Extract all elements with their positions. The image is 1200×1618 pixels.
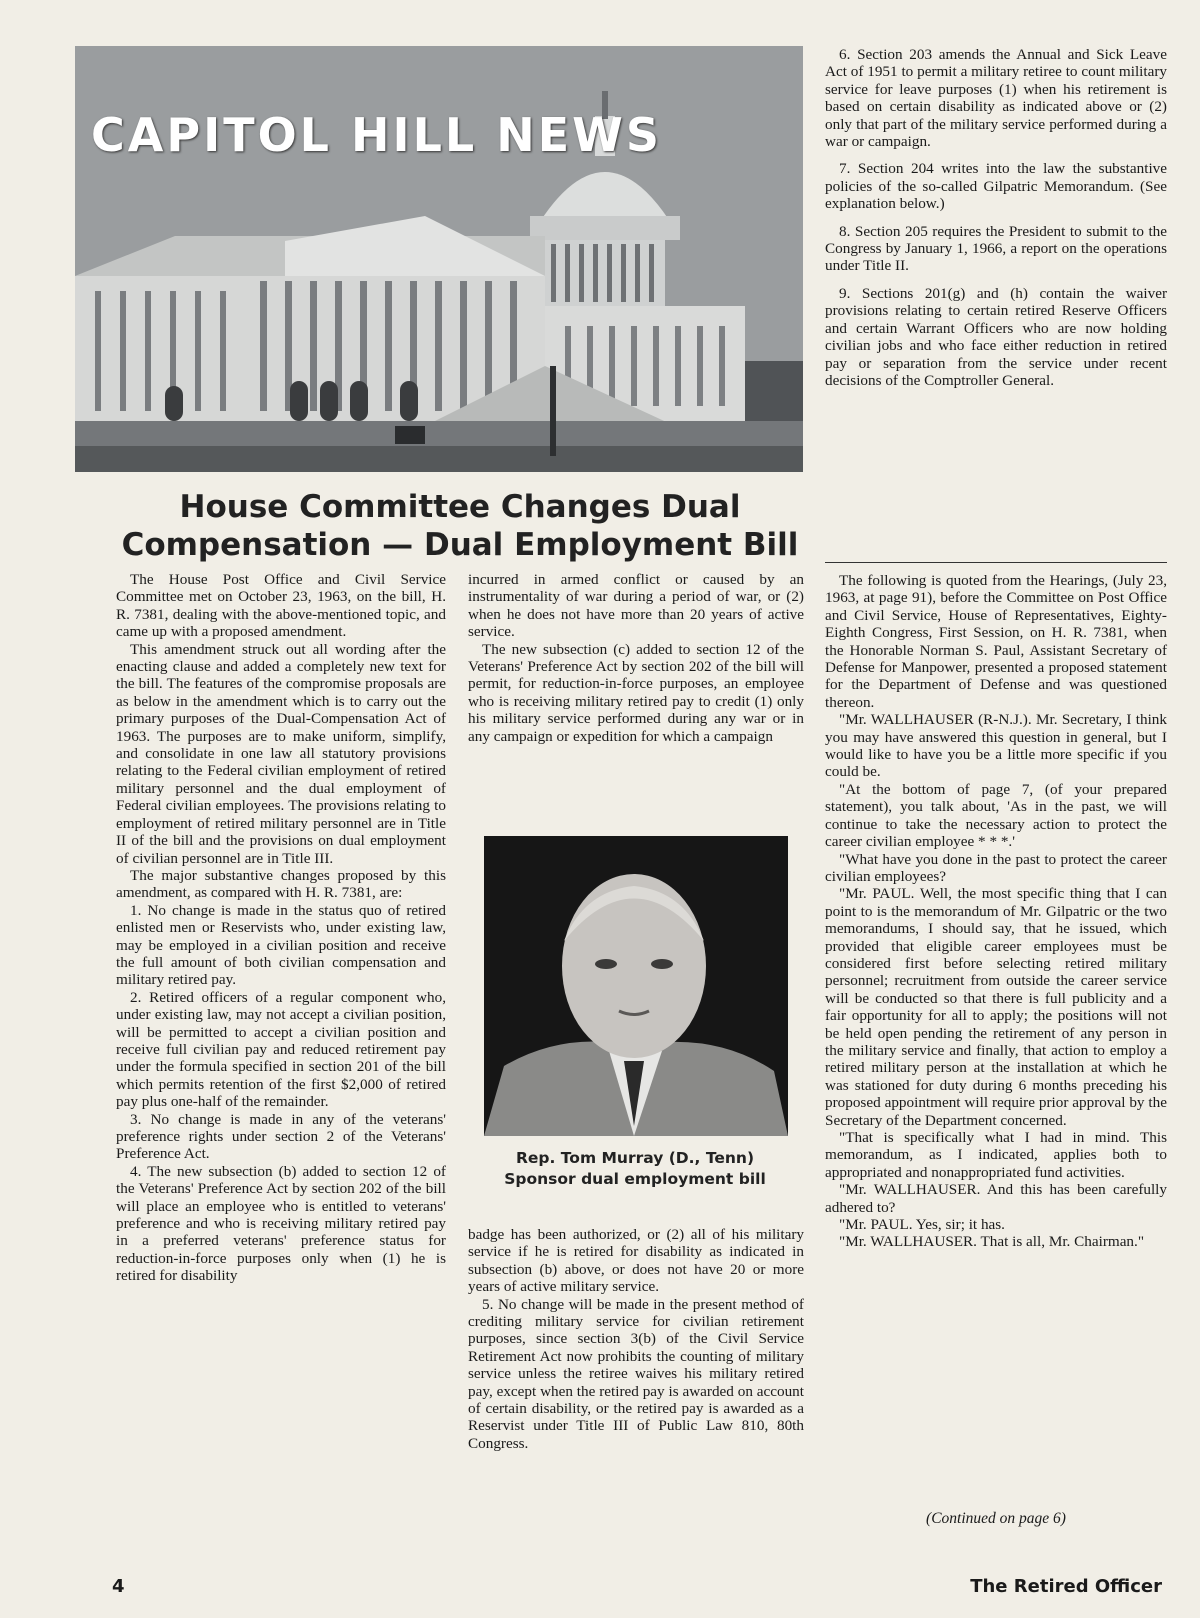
article-column-2-bottom <box>468 1226 804 1452</box>
quote-paragraph: "Mr. WALLHAUSER (R-N.J.). Mr. Secretary, I think you may have answered this question in general, but I would like to have you be a little more specific if you could be. <box>825 711 1167 781</box>
quote-paragraph: "At the bottom of page 7, (of your prepared statement), you talk about, 'As in the past, we will continue to take the necessary action to protect the career civilian employee * * *.' <box>825 780 1167 851</box>
banner-title: CAPITOL HILL NEWS <box>91 108 663 162</box>
capitol-photo <box>75 46 803 472</box>
article-column-1 <box>116 571 446 1285</box>
article-column-3-top <box>825 46 1167 389</box>
paragraph: The House Post Office and Civil Service Committee met on October 23, 1963, on the bill, H. R. 7381, dealing with the above-mentioned topic, and came up with a proposed amendment. <box>116 571 446 641</box>
paragraph: 1. No change is made in the status quo of retired enlisted men or Reservists who, under existing law, may be employed in a civilian position and receive the full amount of both civilian compensation and military retired pay. <box>116 901 446 989</box>
quote-paragraph: "Mr. PAUL. Well, the most specific thing that I can point to is the memorandum of Mr. Gilpatric or the two memorandums, I should say, that he issued, which provided that eligible career employees must be considered first before selecting retired military personnel; recruitment from outside the career service will be conducted so that there is full publicity and a fair opportunity for all to apply; the positions will not be held open pending the retirement of any person in the military service and finally, that action to employ a retired military person at the installation at which he was stationed for duty during 6 months preceding his proposed appointment will require prior approval by the Secretary of the Department concerned. <box>825 885 1167 1129</box>
headline-line-2: Compensation — Dual Employment Bill <box>121 527 799 563</box>
paragraph: badge has been authorized, or (2) all of his military service if he is retired for disability as indicated in subsection (b) above, or does not have 20 or more years of active military service. <box>468 1226 804 1296</box>
continued-note: (Continued on page 6) <box>926 1510 1066 1527</box>
quote-paragraph: "Mr. PAUL. Yes, sir; it has. <box>839 1216 1005 1234</box>
paragraph: 7. Section 204 writes into the law the substantive policies of the so-called Gilpatric Memorandum. (See explanation below.) <box>825 160 1167 213</box>
article-column-2-top <box>468 571 804 745</box>
headline-line-1: House Committee Changes Dual <box>179 489 741 525</box>
paragraph: The new subsection (c) added to section 12 of the Veterans' Preference Act by section 202 of the bill will permit, for reduction-in-force purposes, an employee who is receiving military retired pay to credit (1) only his military service performed during any war or in any campaign or expedition for which a campaign <box>468 640 804 745</box>
paragraph: incurred in armed conflict or caused by an instrumentality of war during a period of war, or (2) when he does not have more than 20 years of active service. <box>468 571 804 641</box>
paragraph: 2. Retired officers of a regular component who, under existing law, may not accept a civilian position, will be permitted to accept a civilian position and receive full civilian pay and reduced retirement pay under the formula specified in section 201 of the bill which permits retention of the first $2,000 of retired pay plus one-half of the remainder. <box>116 988 446 1111</box>
portrait-illustration <box>484 836 788 1136</box>
quote-paragraph: "Mr. WALLHAUSER. And this has been carefully adhered to? <box>825 1181 1167 1216</box>
paragraph: The major substantive changes proposed by this amendment, as compared with H. R. 7381, are: <box>116 866 446 902</box>
caption-line-2: Sponsor dual employment bill <box>504 1170 766 1188</box>
section-divider <box>825 562 1167 563</box>
caption-line-1: Rep. Tom Murray (D., Tenn) <box>515 1149 755 1167</box>
quote-paragraph: "That is specifically what I had in mind. This memorandum, as I indicated, applies both to appropriated and nonappropriated fund activities. <box>825 1129 1167 1181</box>
article-headline <box>120 488 800 564</box>
paragraph: 9. Sections 201(g) and (h) contain the waiver provisions relating to certain retired Reserve Officers and certain Warrant Officers who are now holding civilian jobs and who face either reduction in retired pay or separation from the service under recent decisions of the Comptroller General. <box>825 284 1167 389</box>
photo-caption <box>470 1148 800 1190</box>
paragraph: 3. No change is made in any of the veterans' preference rights under section 2 of the Veterans' Preference Act. <box>116 1110 446 1163</box>
paragraph: The following is quoted from the Hearings, (July 23, 1963, at page 91), before the Committee on Post Office and Civil Service, House of Representatives, Eighty-Eighth Congress, First Session, on H. R. 7381, when the Honorable Norman S. Paul, Assistant Secretary of Defense for Manpower, presented a proposed statement for the Department of Defense and was questioned thereon. <box>825 572 1167 711</box>
paragraph: 6. Section 203 amends the Annual and Sick Leave Act of 1951 to permit a military retiree to count military service for leave purposes (1) when his retirement is based on certain disability as indicated above or (2) only that part of the military service performed during a war or campaign. <box>825 46 1167 151</box>
publication-name: The Retired Officer <box>970 1576 1162 1597</box>
paragraph: 8. Section 205 requires the President to submit to the Congress by January 1, 1966, a report on the operations under Title II. <box>825 222 1167 275</box>
portrait-photo <box>484 836 788 1136</box>
page-number: 4 <box>112 1576 125 1597</box>
paragraph: 5. No change will be made in the present method of crediting military service for civilian retirement purposes, since section 3(b) of the Civil Service Retirement Act now prohibits the counting of military service unless the retiree waives his military retired pay, except when the retired pay is awarded on account of certain disability, or the retired pay is awarded as a Reservist under Title III of Public Law 810, 80th Congress. <box>468 1295 804 1452</box>
quote-paragraph: "What have you done in the past to protect the career civilian employees? <box>825 850 1167 885</box>
quote-paragraph: "Mr. WALLHAUSER. That is all, Mr. Chairman." <box>839 1233 1145 1251</box>
paragraph: This amendment struck out all wording after the enacting clause and added a completely new text for the bill. The features of the compromise proposals are as below in the amendment which is to carry out the primary purposes of the Dual-Compensation Act of 1963. The purposes are to make uniform, simplify, and consolidate in one law all statutory provisions relating to the Federal civilian employment of retired military personnel and the dual employment of Federal civilian employees. The provisions relating to employment of retired military personnel are in Title II of the bill and the provisions on dual employment of civilian personnel are in Title III. <box>116 640 446 867</box>
paragraph: 4. The new subsection (b) added to section 12 of the Veterans' Preference Act by section 202 of the bill will place an employee who is entitled to veterans' preference and who is receiving military retired pay in a preferred veterans' preference status for reduction-in-force purposes only when (1) he is retired for disability <box>116 1162 446 1285</box>
article-column-3-bottom <box>825 572 1167 1251</box>
